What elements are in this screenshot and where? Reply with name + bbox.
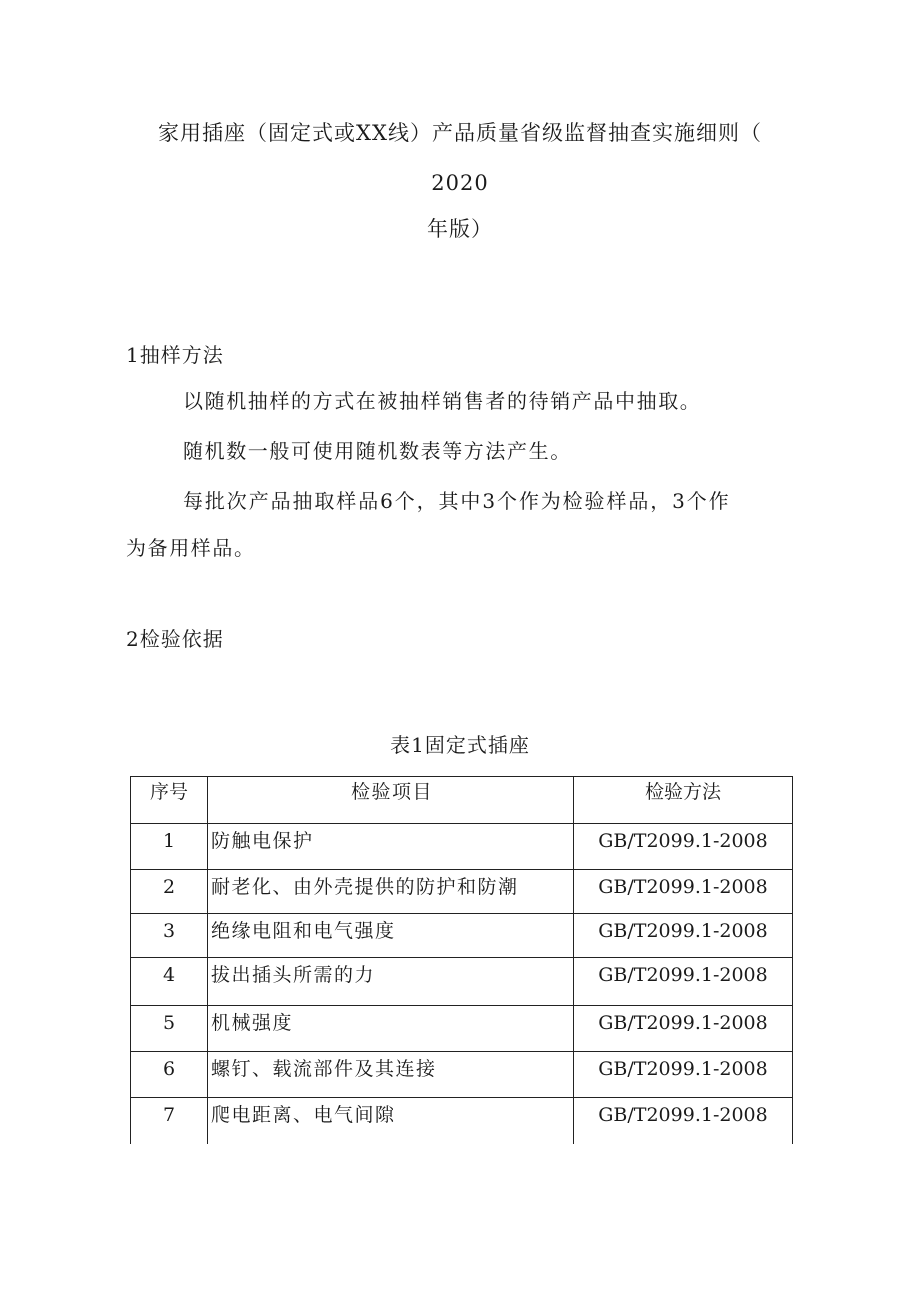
row-serial-number: 2 <box>131 870 208 914</box>
row-serial-number: 7 <box>131 1098 208 1144</box>
row-inspection-method: GB/T2099.1-2008 <box>574 824 793 870</box>
section-1-paragraph-2: 随机数一般可使用随机数表等方法产生。 <box>183 439 572 463</box>
document-title-line-3: 年版） <box>427 217 493 241</box>
row-serial-number: 1 <box>131 824 208 870</box>
section-2-heading: 2检验依据 <box>126 627 224 651</box>
row-serial-number: 6 <box>131 1052 208 1098</box>
section-1-heading: 1抽样方法 <box>126 343 224 367</box>
table-row <box>131 1006 793 1052</box>
table-row <box>131 824 793 870</box>
section-1-paragraph-3-line-1: 每批次产品抽取样品6个，其中3个作为检验样品，3个作 <box>183 489 731 513</box>
row-inspection-method: GB/T2099.1-2008 <box>574 1052 793 1098</box>
row-serial-number: 3 <box>131 914 208 958</box>
section-1-paragraph-1: 以随机抽样的方式在被抽样销售者的待销产品中抽取。 <box>183 389 702 413</box>
row-inspection-method: GB/T2099.1-2008 <box>574 1098 793 1144</box>
table-row <box>131 914 793 958</box>
document-title-line-1: 家用插座（固定式或XX线）产品质量省级监督抽查实施细则（ <box>158 121 762 145</box>
row-inspection-item: 拔出插头所需的力 <box>208 958 574 1006</box>
row-inspection-method: GB/T2099.1-2008 <box>574 958 793 1006</box>
row-inspection-item: 绝缘电阻和电气强度 <box>208 914 574 958</box>
table-1-caption: 表1固定式插座 <box>390 733 530 757</box>
section-1-paragraph-3-line-2: 为备用样品。 <box>126 536 256 560</box>
header-serial-number: 序号 <box>131 777 208 824</box>
table-row <box>131 1052 793 1098</box>
row-inspection-method: GB/T2099.1-2008 <box>574 1006 793 1052</box>
row-inspection-item: 爬电距离、电气间隙 <box>208 1098 574 1144</box>
inspection-table <box>130 776 793 1144</box>
row-inspection-method: GB/T2099.1-2008 <box>574 870 793 914</box>
row-inspection-item: 防触电保护 <box>208 824 574 870</box>
row-inspection-item: 螺钉、载流部件及其连接 <box>208 1052 574 1098</box>
header-inspection-method: 检验方法 <box>574 777 793 824</box>
row-inspection-item: 机械强度 <box>208 1006 574 1052</box>
table-header-row <box>131 777 793 824</box>
row-serial-number: 5 <box>131 1006 208 1052</box>
header-inspection-item: 检验项目 <box>208 777 574 824</box>
document-title-line-2: 2020 <box>431 171 489 195</box>
table-row <box>131 1098 793 1144</box>
row-inspection-item: 耐老化、由外壳提供的防护和防潮 <box>208 870 574 914</box>
row-inspection-method: GB/T2099.1-2008 <box>574 914 793 958</box>
table-row <box>131 870 793 914</box>
table-row <box>131 958 793 1006</box>
row-serial-number: 4 <box>131 958 208 1006</box>
